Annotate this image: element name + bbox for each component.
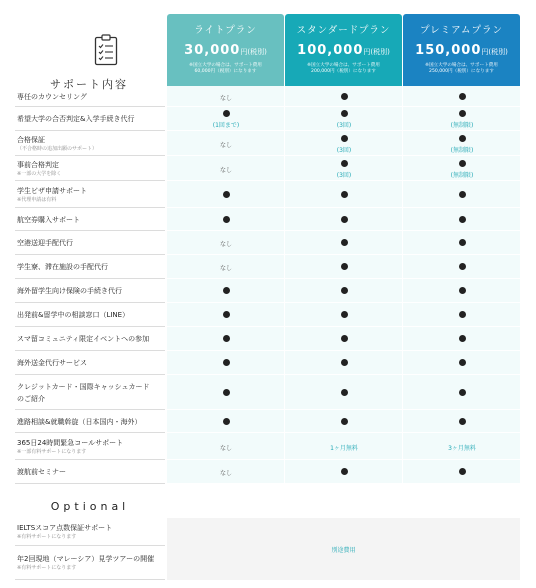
table-cell <box>403 327 521 351</box>
plan-note <box>409 63 514 76</box>
table-row <box>0 351 536 375</box>
included-dot-icon <box>341 239 348 246</box>
plan-price-value: 100,000 <box>297 43 364 58</box>
table-row <box>0 107 536 131</box>
support-title: サポート内容 <box>50 78 128 91</box>
row-label-main: クレジットカード・国際キャッシュカード <box>17 382 150 391</box>
row-label <box>15 518 165 546</box>
table-cell <box>285 107 403 131</box>
cell-note: (無制限) <box>450 146 474 154</box>
table-cell <box>167 156 285 181</box>
table-cell <box>167 231 285 255</box>
row-label-sub: ※一部の大学を除く <box>17 170 62 177</box>
included-dot-icon <box>459 93 466 100</box>
row-label <box>15 156 165 181</box>
included-dot-icon <box>223 359 230 366</box>
cell-value: なし <box>219 265 232 272</box>
included-dot-icon <box>341 335 348 342</box>
table-cell <box>285 156 403 181</box>
table-cell <box>167 279 285 303</box>
table-row <box>0 279 536 303</box>
included-dot-icon <box>459 216 466 223</box>
cell-note: (3回) <box>336 171 352 179</box>
included-dot-icon <box>341 135 348 142</box>
cell-value: なし <box>219 444 232 452</box>
table-row <box>0 303 536 327</box>
table-cell <box>285 375 403 410</box>
row-label-main-2: のご紹介 <box>17 394 45 403</box>
table-cell <box>285 208 403 231</box>
table-cell <box>167 351 285 375</box>
table-cell <box>403 375 521 410</box>
included-dot-icon <box>459 389 466 396</box>
plan-name: プレミアムプラン <box>420 25 503 36</box>
cell-value: 1ヶ月無料 <box>330 444 358 452</box>
table-cell <box>285 433 403 460</box>
optional-title: Optional <box>50 500 130 513</box>
table-cell <box>403 86 521 107</box>
row-label <box>15 131 165 156</box>
included-dot-icon <box>341 216 348 223</box>
table-cell <box>403 460 521 484</box>
row-label-main: スマ留コミュニティ限定イベントへの参加 <box>17 335 150 343</box>
row-label-main: 空港送迎手配代行 <box>17 239 73 247</box>
included-dot-icon <box>223 311 230 318</box>
table-cell <box>403 433 521 460</box>
table-cell <box>285 231 403 255</box>
row-label <box>15 303 165 327</box>
cell-value: なし <box>219 166 232 174</box>
row-label-main: IELTSスコア点数保証サポート <box>17 524 113 532</box>
row-label <box>15 433 165 460</box>
included-dot-icon <box>459 239 466 246</box>
table-cell <box>167 327 285 351</box>
row-label <box>15 107 165 131</box>
table-cell <box>403 156 521 181</box>
included-dot-icon <box>341 418 348 425</box>
included-dot-icon <box>459 287 466 294</box>
row-label-main: 年2回現地（マレーシア）見学ツアーの開催 <box>17 555 155 563</box>
row-label-main: 航空券購入サポート <box>17 215 80 224</box>
table-cell <box>167 410 285 433</box>
plan-price-suffix: 円(税別) <box>363 48 390 56</box>
plan-price <box>167 43 284 58</box>
included-dot-icon <box>459 135 466 142</box>
plan-price <box>403 43 520 58</box>
included-dot-icon <box>459 468 466 475</box>
optional-price-text: 別途費用 <box>331 547 356 554</box>
plan-note-line2: 250,000円（税別）になります <box>429 69 494 75</box>
table-cell <box>167 208 285 231</box>
table-cell <box>403 181 521 208</box>
row-label <box>15 181 165 208</box>
plan-price-suffix: 円(税別) <box>481 48 508 56</box>
plan-note <box>173 63 278 76</box>
table-row <box>0 255 536 279</box>
included-dot-icon <box>459 418 466 425</box>
included-dot-icon <box>341 389 348 396</box>
included-dot-icon <box>341 311 348 318</box>
included-dot-icon <box>341 359 348 366</box>
included-dot-icon <box>223 191 230 198</box>
plan-header <box>285 14 402 86</box>
included-dot-icon <box>341 93 348 100</box>
plan-name: スタンダードプラン <box>296 25 391 36</box>
cell-value: なし <box>219 141 232 149</box>
table-cell <box>285 351 403 375</box>
included-dot-icon <box>223 216 230 223</box>
table-cell <box>285 327 403 351</box>
included-dot-icon <box>341 468 348 475</box>
plan-header <box>403 14 520 86</box>
table-row <box>0 208 536 231</box>
included-dot-icon <box>459 311 466 318</box>
row-label-main: 事前合格判定 <box>17 160 59 169</box>
cell-note: (無制限) <box>450 122 474 129</box>
table-row <box>0 433 536 460</box>
row-label-main: 進路相談&就職斡旋（日本国内・海外） <box>17 417 142 426</box>
table-cell <box>285 86 403 107</box>
table-cell <box>167 86 285 107</box>
row-label-sub: ※有料サポートになります <box>17 534 77 540</box>
table-cell <box>403 107 521 131</box>
cell-note: (1回まで) <box>212 122 240 129</box>
row-label-main: 希望大学の合否判定&入学手続き代行 <box>17 115 135 123</box>
included-dot-icon <box>223 335 230 342</box>
included-dot-icon <box>341 287 348 294</box>
table-row <box>0 460 536 484</box>
row-label-main: 海外送金代行サービス <box>17 359 87 367</box>
row-label <box>15 208 165 231</box>
table-cell <box>403 231 521 255</box>
row-label <box>15 255 165 279</box>
included-dot-icon <box>223 287 230 294</box>
cell-note: (3回) <box>336 146 352 154</box>
included-dot-icon <box>341 191 348 198</box>
included-dot-icon <box>341 110 348 117</box>
row-label-main: 学生ビザ申請サポート <box>17 186 87 195</box>
row-label-sub: ※有料サポートになります <box>17 565 77 571</box>
table-cell <box>403 208 521 231</box>
row-label <box>15 279 165 303</box>
included-dot-icon <box>223 110 230 117</box>
row-label-main: 専任のカウンセリング <box>17 92 87 101</box>
plan-price-value: 30,000 <box>184 43 241 58</box>
table-cell <box>285 255 403 279</box>
row-label-main: 学生寮、滞在施設の手配代行 <box>17 263 108 271</box>
table-row <box>0 131 536 156</box>
table-cell <box>403 255 521 279</box>
included-dot-icon <box>459 110 466 117</box>
cell-value: なし <box>219 241 232 248</box>
table-row <box>0 375 536 410</box>
row-label-sub: ※代理申請は有料 <box>17 196 57 203</box>
table-cell <box>167 181 285 208</box>
cell-value: なし <box>219 94 232 102</box>
table-cell <box>403 131 521 156</box>
included-dot-icon <box>459 160 466 167</box>
cell-value: 3ヶ月無料 <box>448 444 476 452</box>
table-row <box>0 231 536 255</box>
plan-note-line2: 60,000円（税別）になります <box>194 69 257 75</box>
row-label <box>15 460 165 484</box>
clipboard-checklist-icon <box>94 34 118 66</box>
row-label-sub: （不合格時の追加出願のサポート） <box>17 145 98 152</box>
row-label <box>15 231 165 255</box>
table-cell <box>167 460 285 484</box>
table-cell <box>403 351 521 375</box>
row-label-main: 出発前&留学中の相談窓口（LINE） <box>17 311 130 319</box>
included-dot-icon <box>223 418 230 425</box>
row-label-main: 渡航前セミナー <box>17 468 66 476</box>
included-dot-icon <box>459 335 466 342</box>
table-cell <box>285 303 403 327</box>
cell-value: なし <box>219 470 232 477</box>
plan-note-line1: ※国立大学の場合は、サポート費用 <box>425 63 498 68</box>
table-cell <box>285 131 403 156</box>
cell-note: (無制限) <box>450 171 474 179</box>
included-dot-icon <box>459 263 466 270</box>
table-cell <box>167 107 285 131</box>
plan-price <box>285 43 402 58</box>
row-label <box>15 375 165 410</box>
plan-header <box>167 14 284 86</box>
row-label-sub: ※一部有料サポートになります <box>17 448 87 455</box>
included-dot-icon <box>459 191 466 198</box>
table-row <box>0 410 536 433</box>
row-label-main: 海外留学生向け保険の手続き代行 <box>17 287 122 295</box>
table-cell <box>403 410 521 433</box>
included-dot-icon <box>459 359 466 366</box>
table-cell <box>285 410 403 433</box>
plan-note-line1: ※国立大学の場合は、サポート費用 <box>189 63 262 68</box>
row-label <box>15 327 165 351</box>
table-cell <box>167 255 285 279</box>
row-label <box>15 86 165 107</box>
table-cell <box>403 303 521 327</box>
plan-name: ライトプラン <box>194 25 257 36</box>
table-cell <box>167 131 285 156</box>
table-row <box>0 327 536 351</box>
table-cell <box>167 303 285 327</box>
table-cell <box>285 460 403 484</box>
table-row <box>0 156 536 181</box>
plan-note <box>291 63 396 76</box>
table-cell <box>167 433 285 460</box>
included-dot-icon <box>341 160 348 167</box>
table-cell <box>167 375 285 410</box>
included-dot-icon <box>341 263 348 270</box>
table-row <box>0 181 536 208</box>
row-label <box>15 546 165 580</box>
cell-note: (3回) <box>336 122 352 129</box>
included-dot-icon <box>223 389 230 396</box>
support-header <box>14 14 164 91</box>
row-label <box>15 351 165 375</box>
row-label-main: 365日24時間緊急コールサポート <box>17 438 124 447</box>
table-cell <box>285 181 403 208</box>
row-label-main: 合格保証 <box>17 135 45 144</box>
plan-price-suffix: 円(税別) <box>240 48 267 56</box>
plan-price-value: 150,000 <box>415 43 482 58</box>
plan-note-line2: 200,000円（税別）になります <box>311 69 376 75</box>
table-cell <box>403 279 521 303</box>
table-row <box>0 86 536 107</box>
row-label <box>15 410 165 433</box>
optional-price-cell <box>167 518 520 580</box>
table-cell <box>285 279 403 303</box>
plan-note-line1: ※国立大学の場合は、サポート費用 <box>307 63 380 68</box>
